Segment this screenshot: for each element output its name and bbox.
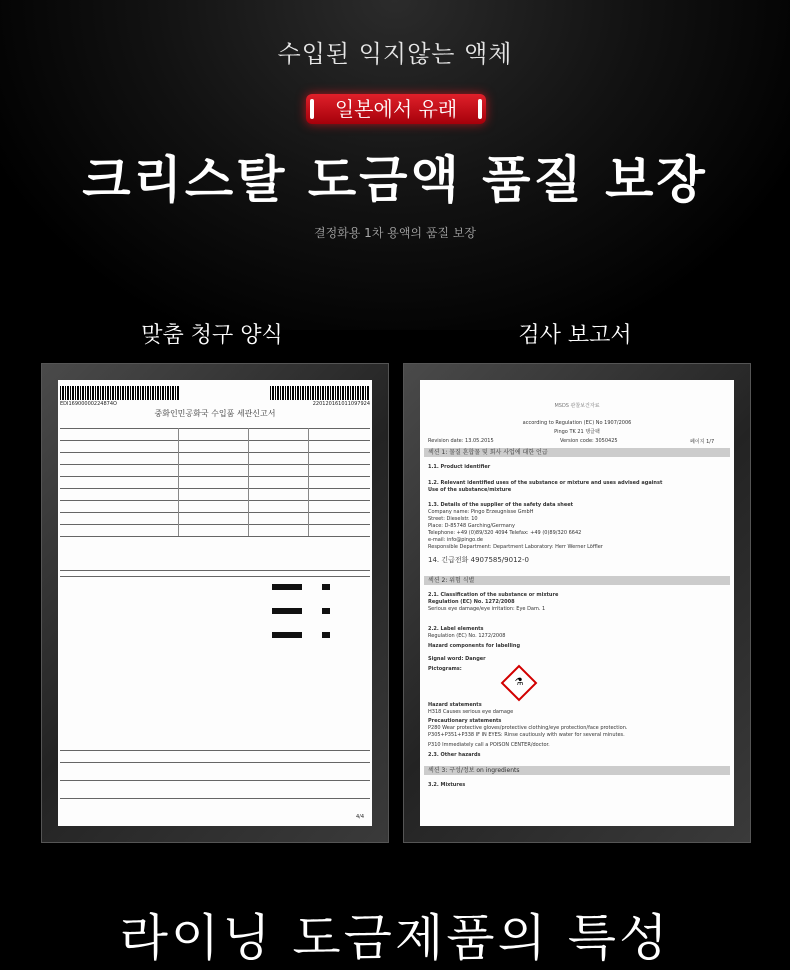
- redacted-value: [322, 632, 330, 638]
- sub-heading: 수입된 익지않는 액체: [277, 40, 513, 68]
- form-rule: [60, 440, 370, 441]
- form-rule: [60, 798, 370, 799]
- msds-telephone: Telephone: +49 (0)89/320 4094 Telefax: +49 (0)89/320 6642: [428, 530, 582, 536]
- msds-hazard-components: Hazard components for labelling: [428, 643, 521, 649]
- msds-1-2b: Use of the substance/mixture: [428, 487, 512, 493]
- form-rule: [60, 524, 370, 525]
- msds-1-2: 1.2. Relevant identified uses of the substance or mixture and uses advised against: [428, 480, 663, 486]
- msds-mixtures: 3.2. Mixtures: [428, 782, 466, 788]
- inspection-report-label: 검사 보고서: [518, 323, 632, 348]
- msds-page: 페이지 1/7: [690, 439, 715, 445]
- msds-regulation: according to Regulation (EC) No 1907/2006: [522, 420, 632, 426]
- msds-p310: P310 Immediately call a POISON CENTER/doctor.: [428, 742, 550, 748]
- redacted-value: [272, 584, 302, 590]
- corrosion-hazard-icon: ⚗: [501, 665, 538, 702]
- barcode-left: [60, 386, 180, 400]
- msds-2-1c: Serious eye damage/eye irritation: Eye Dam. 1: [428, 606, 546, 612]
- redacted-value: [272, 608, 302, 614]
- msds-dept: Responsible Department: Department Laboratory: Herr Werner Löffler: [428, 544, 603, 550]
- msds-pictograms: Pictograms:: [428, 666, 462, 672]
- form-rule: [60, 464, 370, 465]
- barcode-right-text: 220120161011097924: [312, 401, 370, 407]
- msds-top: MSDS 관찰보건자료: [554, 403, 600, 409]
- msds-other: 2.3. Other hazards: [428, 752, 481, 758]
- form-column-rule: [248, 428, 249, 536]
- customs-form-label: 맞춤 청구 양식: [141, 323, 283, 348]
- form-rule: [60, 576, 370, 577]
- form-page-number: 4/4: [355, 814, 364, 820]
- redacted-value: [322, 584, 330, 590]
- redacted-value: [272, 632, 302, 638]
- form-column-rule: [178, 428, 179, 536]
- form-rule: [60, 428, 370, 429]
- msds-precautionary: Precautionary statements: [428, 718, 502, 724]
- msds-2-2: 2.2. Label elements: [428, 626, 484, 632]
- form-rule: [60, 512, 370, 513]
- msds-signal: Signal word: Danger: [428, 656, 486, 662]
- customs-form-frame: [42, 364, 388, 842]
- msds-p305: P305+P351+P338 IF IN EYES: Rinse cautiously with water for several minutes.: [428, 732, 625, 738]
- msds-product: Pingo TK 21 탱글팩: [554, 429, 600, 435]
- form-rule: [60, 452, 370, 453]
- msds-section-2: 섹션 2: 위험 식별: [424, 576, 730, 585]
- barcode-right: [270, 386, 370, 400]
- msds-street: Street: Dieselstr. 10: [428, 516, 478, 522]
- form-rule: [60, 780, 370, 781]
- form-column-rule: [308, 428, 309, 536]
- form-rule: [60, 488, 370, 489]
- msds-email: e-mail: info@pingo.de: [428, 537, 483, 543]
- msds-company: Company name: Pingo Erzeugnisse GmbH: [428, 509, 534, 515]
- msds-p280: P280 Wear protective gloves/protective clothing/eye protection/face protection.: [428, 725, 628, 731]
- msds-1-3: 1.3. Details of the supplier of the safety data sheet: [428, 502, 574, 508]
- msds-section-1: 섹션 1: 물질 혼합물 및 회사 사업에 대한 언급: [424, 448, 730, 457]
- form-rule: [60, 750, 370, 751]
- customs-form-title: 중화인민공화국 수입품 세관신고서: [154, 409, 276, 418]
- form-rule: [60, 762, 370, 763]
- msds-2-1: 2.1. Classification of the substance or mixture: [428, 592, 559, 598]
- form-rule: [60, 536, 370, 537]
- redacted-value: [322, 608, 330, 614]
- main-title: 크리스탈 도금액 품질 보장: [82, 151, 708, 209]
- msds-h318: H318 Causes serious eye damage: [428, 709, 514, 715]
- tagline: 결정화용 1차 용액의 품질 보장: [314, 226, 476, 240]
- form-rule: [60, 570, 370, 571]
- form-rule: [60, 500, 370, 501]
- msds-2-1b: Regulation (EC) No. 1272/2008: [428, 599, 515, 605]
- msds-emergency: 14. 긴급전화 4907585/9012-0: [428, 556, 529, 564]
- msds-hazard-statements: Hazard statements: [428, 702, 482, 708]
- customs-form-document: [58, 380, 372, 826]
- msds-version: Version code: 3050425: [560, 438, 618, 444]
- bottom-title: 라이닝 도금제품의 특성: [119, 909, 671, 967]
- msds-2-2b: Regulation (EC) No. 1272/2008: [428, 633, 506, 639]
- origin-badge: 일본에서 유래: [306, 94, 486, 124]
- form-rule: [60, 476, 370, 477]
- inspection-report-frame: [404, 364, 750, 842]
- msds-revision: Revision date: 13.05.2015: [428, 438, 494, 444]
- msds-section-3: 섹션 3: 구성/정보 on ingredients: [424, 766, 730, 775]
- inspection-report-document: [420, 380, 734, 826]
- msds-1-1: 1.1. Product identifier: [428, 464, 491, 470]
- msds-place: Place: D-85748 Garching/Germany: [428, 523, 515, 529]
- barcode-left-text: EDI16900000224874O: [60, 401, 117, 407]
